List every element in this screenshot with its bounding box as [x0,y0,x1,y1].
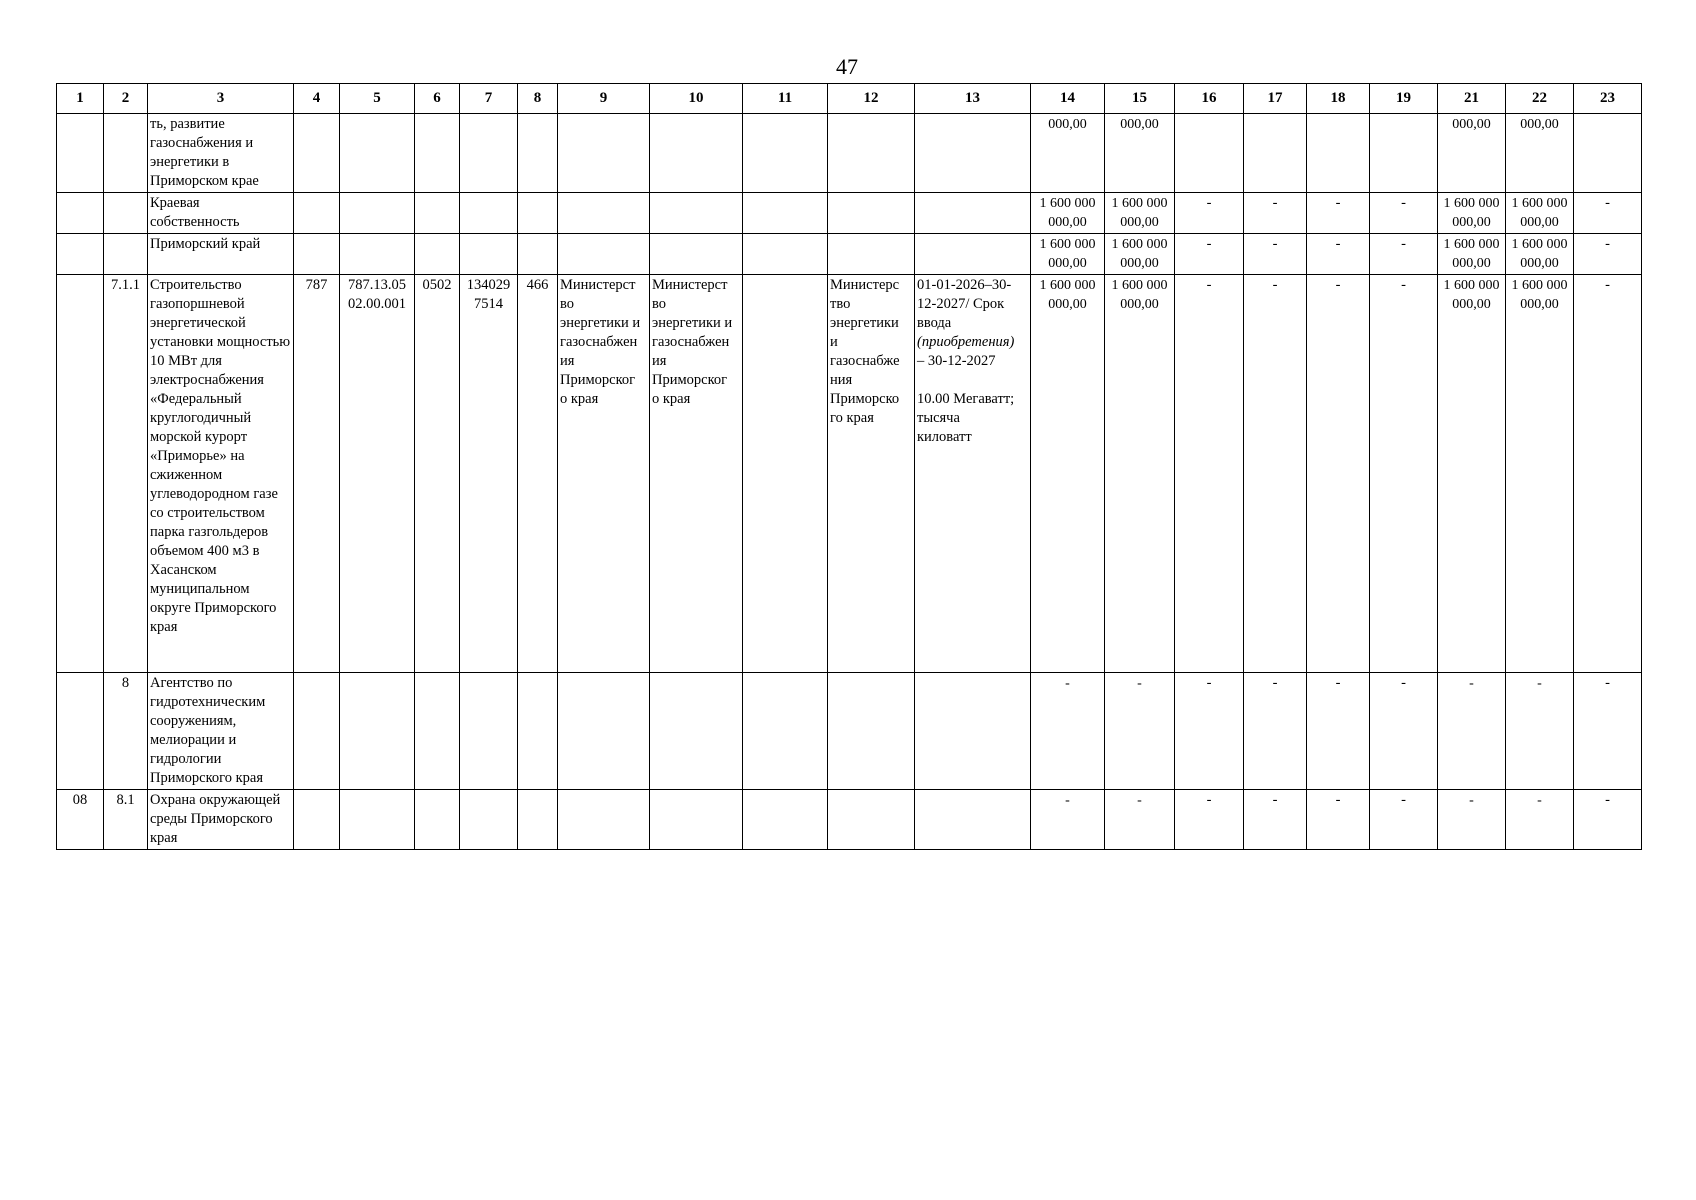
table-cell [104,114,148,193]
table-cell: 1 600 000 000,00 [1105,234,1175,275]
table-cell: Краевая собственность [148,193,294,234]
table-cell [57,275,104,673]
table-cell: - [1307,193,1370,234]
table-cell [1370,114,1438,193]
table-cell: 08 [57,790,104,850]
header-cell: 11 [743,84,828,114]
table-cell [915,673,1031,790]
table-cell [743,193,828,234]
table-cell: - [1370,673,1438,790]
table-cell: - [1574,673,1642,790]
table-cell [340,234,415,275]
table-cell [415,114,460,193]
table-cell: 1 600 000 000,00 [1506,275,1574,673]
table-cell: 787.13.05 02.00.001 [340,275,415,673]
table-cell: - [1175,673,1244,790]
table-cell [415,234,460,275]
table-cell [558,673,650,790]
table-cell [294,673,340,790]
header-cell: 4 [294,84,340,114]
table-cell [915,234,1031,275]
table-cell [558,193,650,234]
cell-text: – 30-12-2027 10.00 Мегаватт; тысяча киловатт [917,353,1015,445]
table-cell: 7.1.1 [104,275,148,673]
table-cell [460,673,518,790]
header-cell: 15 [1105,84,1175,114]
table-cell [57,234,104,275]
table-cell: - [1574,790,1642,850]
table-cell: - [1175,275,1244,673]
table-cell [415,673,460,790]
cell-text: 01-01-2026–30- 12-2027/ Срок ввода [917,277,1012,331]
table-cell: - [1370,193,1438,234]
table-cell: 000,00 [1438,114,1506,193]
table-cell: 1 600 000 000,00 [1031,193,1105,234]
table-cell: - [1307,275,1370,673]
table-cell: 1 600 000 000,00 [1438,193,1506,234]
table-cell: Охрана окружающей среды Приморского края [148,790,294,850]
table-cell: 000,00 [1031,114,1105,193]
table-cell [650,114,743,193]
header-cell: 9 [558,84,650,114]
header-row [57,84,1642,114]
table-cell: Министерст во энергетики и газоснабжен ия Приморског о края [558,275,650,673]
table-cell [415,193,460,234]
table-cell [650,193,743,234]
table-cell: - [1031,790,1105,850]
table-cell [828,673,915,790]
table-row [57,193,1642,234]
table-cell [518,114,558,193]
table-cell [743,114,828,193]
table-cell: - [1370,790,1438,850]
table-cell [57,673,104,790]
table-cell [650,234,743,275]
header-cell: 16 [1175,84,1244,114]
table-cell [460,193,518,234]
table-cell [460,114,518,193]
header-cell: 1 [57,84,104,114]
table-cell: 466 [518,275,558,673]
table-cell [1175,114,1244,193]
cell-text-italic: (приобретения) [917,334,1015,350]
table-cell: - [1438,790,1506,850]
table-cell: - [1506,790,1574,850]
table-cell [518,673,558,790]
table-cell [294,114,340,193]
table-cell: - [1574,275,1642,673]
table-cell: - [1506,673,1574,790]
table-cell [828,790,915,850]
table-cell: 1 600 000 000,00 [1506,193,1574,234]
table-cell [294,790,340,850]
header-cell: 12 [828,84,915,114]
table-row [57,673,1642,790]
table-cell: 1 600 000 000,00 [1438,234,1506,275]
table-cell: 8 [104,673,148,790]
table-cell [558,790,650,850]
header-cell: 23 [1574,84,1642,114]
table-cell: 1 600 000 000,00 [1506,234,1574,275]
table-cell [828,193,915,234]
header-cell: 17 [1244,84,1307,114]
table-cell: - [1574,234,1642,275]
header-cell: 5 [340,84,415,114]
table-cell [340,790,415,850]
table-cell: - [1307,673,1370,790]
header-cell: 18 [1307,84,1370,114]
table-cell [294,234,340,275]
header-cell: 3 [148,84,294,114]
table-cell: - [1370,234,1438,275]
table-cell: - [1244,673,1307,790]
table-cell: 1 600 000 000,00 [1438,275,1506,673]
table-cell [340,673,415,790]
table-cell: - [1370,275,1438,673]
table-cell [340,114,415,193]
table-cell [828,114,915,193]
table-row [57,275,1642,673]
header-cell: 7 [460,84,518,114]
table-cell [915,790,1031,850]
table-cell [460,234,518,275]
table-cell: - [1175,234,1244,275]
header-cell: 22 [1506,84,1574,114]
table-cell: ть, развитие газоснабжения и энергетики в Приморском крае [148,114,294,193]
table-cell [650,673,743,790]
table-row [57,790,1642,850]
table-cell: - [1175,193,1244,234]
table-cell [743,275,828,673]
table-cell: 787 [294,275,340,673]
header-cell: 2 [104,84,148,114]
header-cell: 14 [1031,84,1105,114]
table-cell: - [1031,673,1105,790]
table-cell [415,790,460,850]
table-cell: 1 600 000 000,00 [1105,193,1175,234]
header-cell: 6 [415,84,460,114]
table-cell: 134029 7514 [460,275,518,673]
table-cell: Министерс тво энергетики и газоснабже ния Приморско го края [828,275,915,673]
table-cell: Приморский край [148,234,294,275]
table-cell [104,234,148,275]
header-cell: 21 [1438,84,1506,114]
table-cell: - [1244,234,1307,275]
table-cell: 0502 [415,275,460,673]
table-cell: - [1307,790,1370,850]
table-cell [915,275,1031,673]
table-cell: 8.1 [104,790,148,850]
table-cell: 1 600 000 000,00 [1031,234,1105,275]
header-cell: 19 [1370,84,1438,114]
table-cell: 1 600 000 000,00 [1105,275,1175,673]
table-cell: Министерст во энергетики и газоснабжен ия Приморског о края [650,275,743,673]
table-cell: Строительство газопоршневой энергетической установки мощностью 10 МВт для электроснабжения «Федеральный круглогодичный морской курорт «Приморье» на сжиженном углеводородном газе со строительством парка газгольдеров объемом 400 м3 в Хасанском муниципальном округе Приморского края [148,275,294,673]
table-row [57,114,1642,193]
table-cell: - [1244,790,1307,850]
table-cell: - [1244,193,1307,234]
table-cell: - [1105,790,1175,850]
table-cell [650,790,743,850]
table-cell [340,193,415,234]
table-row [57,234,1642,275]
header-cell: 13 [915,84,1031,114]
table-cell [57,193,104,234]
table-cell [57,114,104,193]
header-cell: 8 [518,84,558,114]
table-cell [518,790,558,850]
table-cell [743,234,828,275]
table-cell [558,234,650,275]
table-cell: 000,00 [1105,114,1175,193]
table-cell: - [1438,673,1506,790]
table-cell [743,673,828,790]
table-cell [294,193,340,234]
table-cell [1307,114,1370,193]
table-cell: - [1307,234,1370,275]
table-cell [518,234,558,275]
table-cell: - [1574,193,1642,234]
table-cell [460,790,518,850]
table-cell [558,114,650,193]
table-cell: - [1105,673,1175,790]
table-cell: 1 600 000 000,00 [1031,275,1105,673]
table-cell: - [1244,275,1307,673]
table-cell [743,790,828,850]
table-cell: Агентство по гидротехническим сооружениям, мелиорации и гидрологии Приморского края [148,673,294,790]
table-cell [915,114,1031,193]
table-cell [828,234,915,275]
page-number: 47 [836,54,858,79]
table-cell [1244,114,1307,193]
header-cell: 10 [650,84,743,114]
table-cell [1574,114,1642,193]
table-cell: 000,00 [1506,114,1574,193]
program-table [56,83,1642,850]
table-cell [518,193,558,234]
table-cell: - [1175,790,1244,850]
table-cell [915,193,1031,234]
table-cell [104,193,148,234]
